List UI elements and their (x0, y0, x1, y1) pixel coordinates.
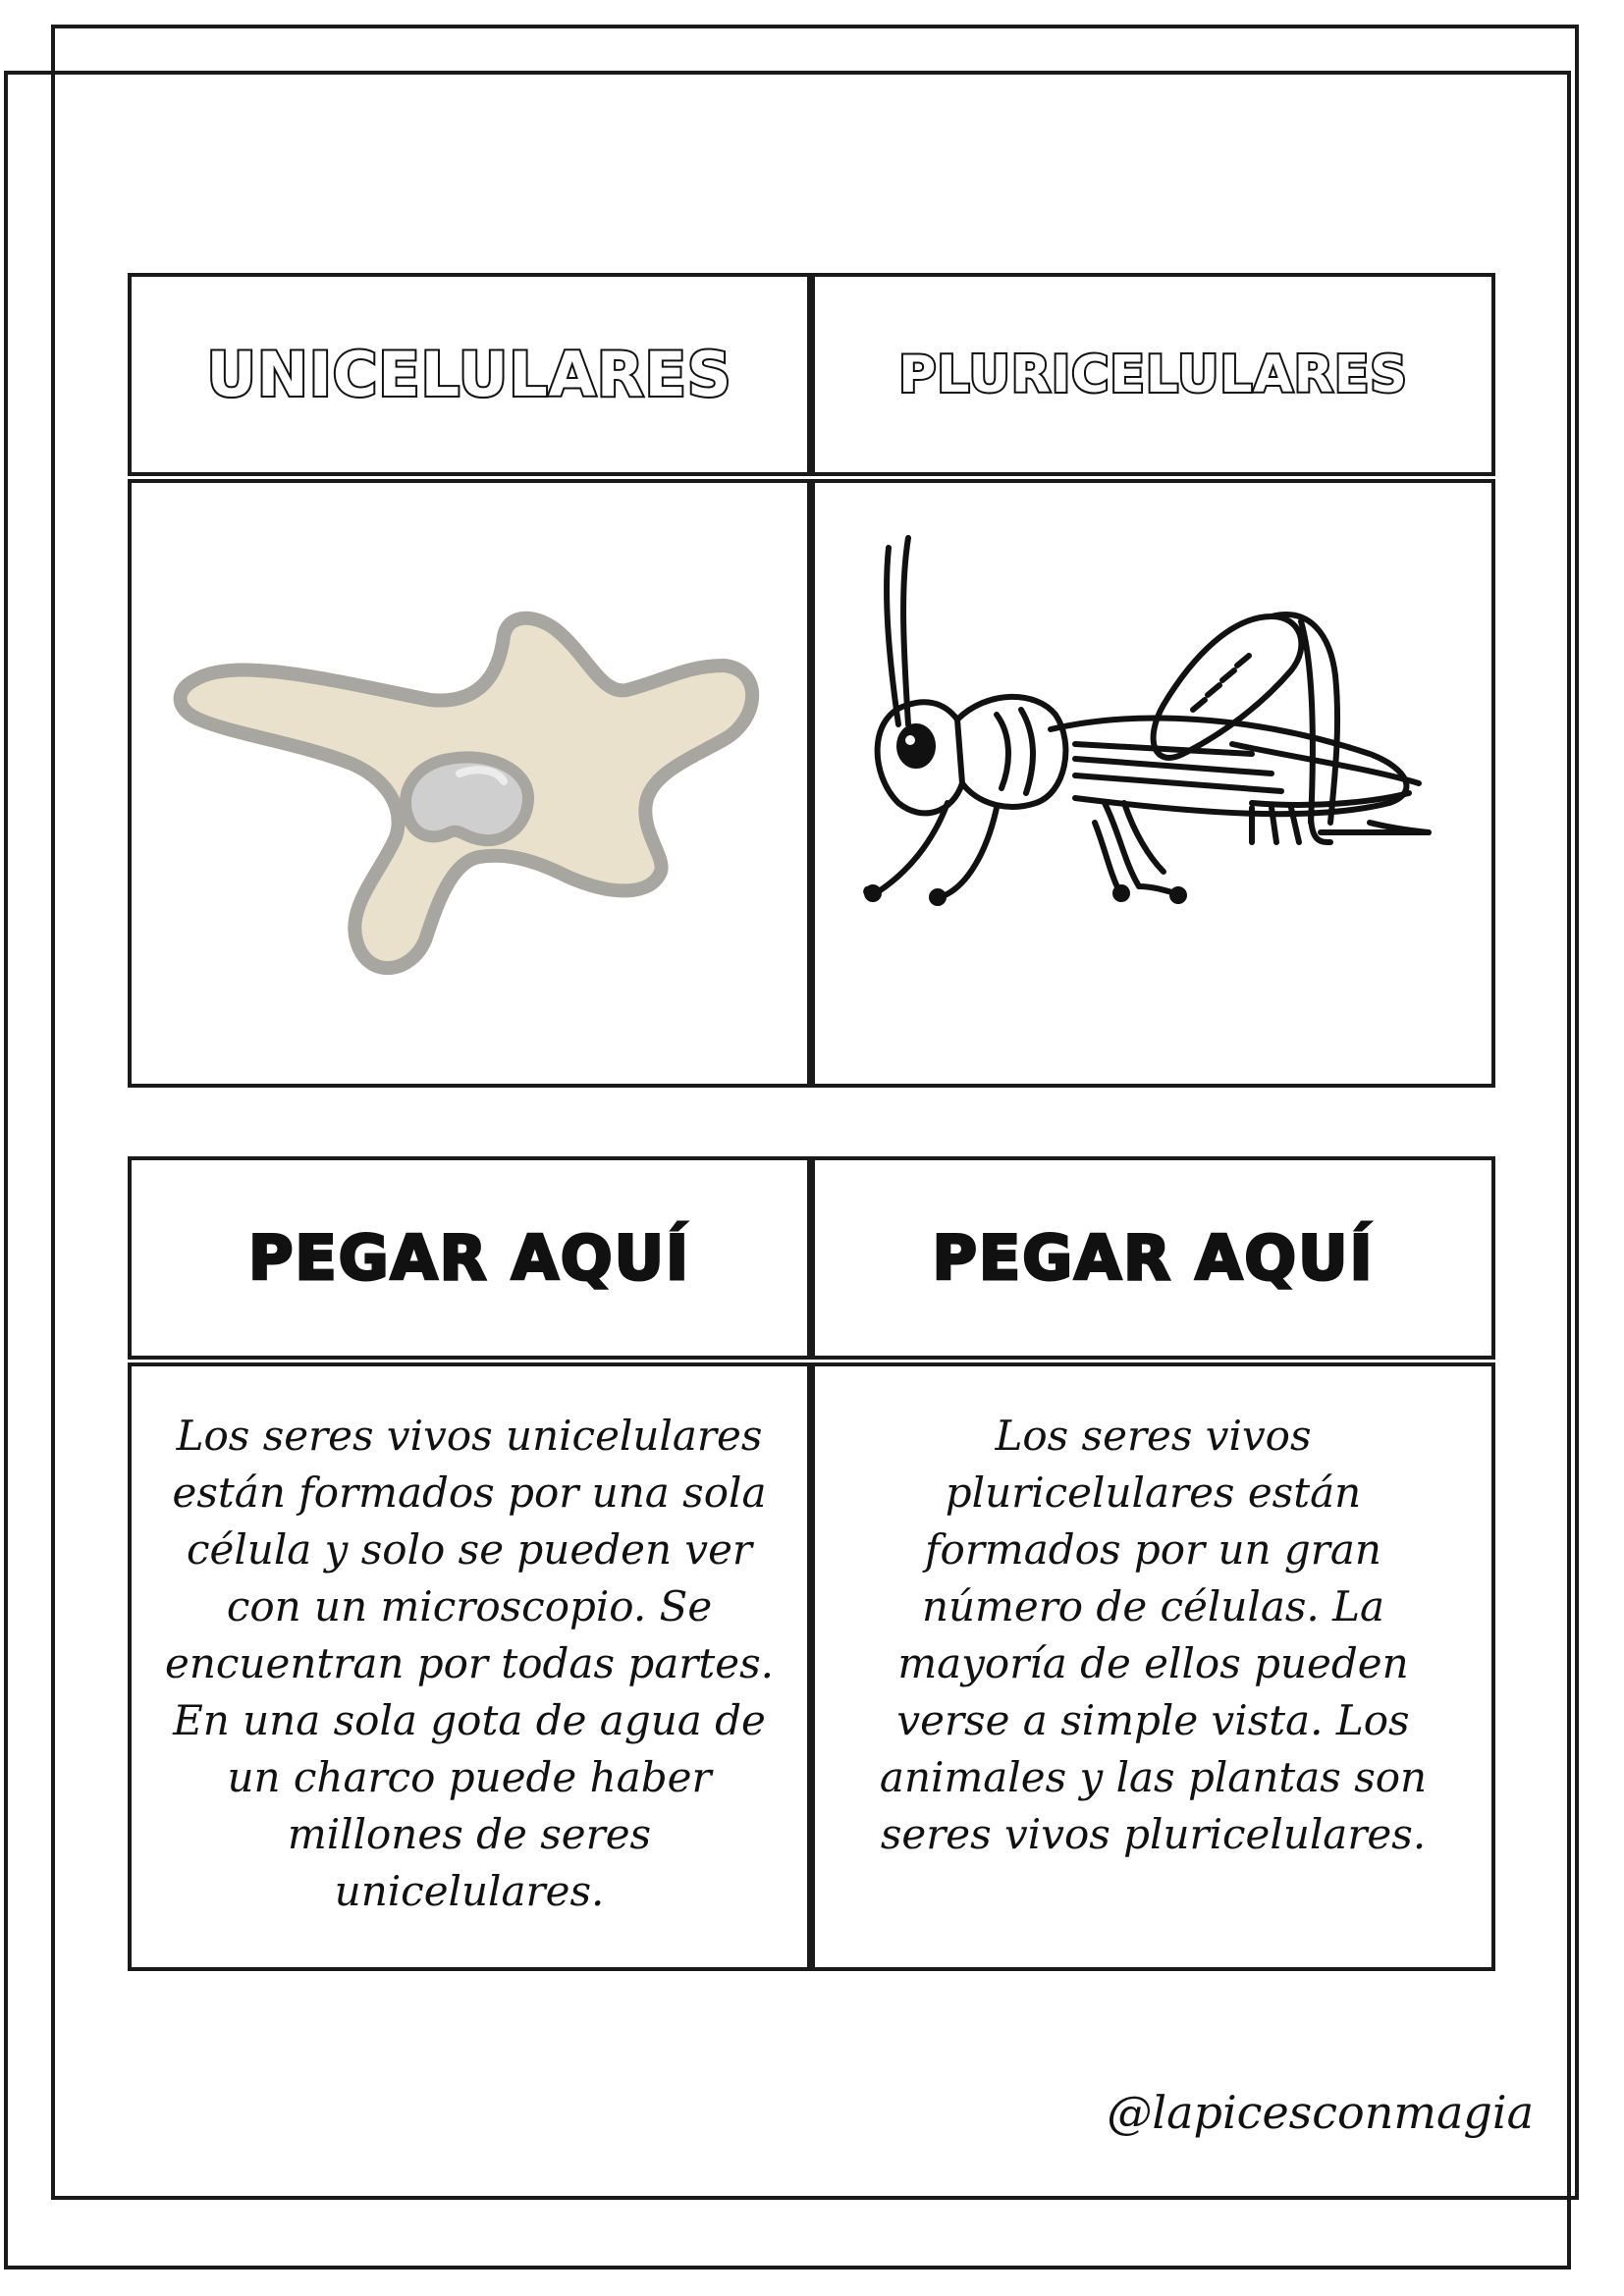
unicelulares-title-cell (128, 273, 811, 476)
grasshopper-icon (839, 508, 1468, 1058)
pluricelulares-title-cell (811, 273, 1495, 476)
right-paste-label: PEGAR AQUÍ (932, 1222, 1375, 1294)
author-signature: @lapicesconmagia (1107, 2086, 1534, 2139)
grasshopper-image-cell (811, 479, 1495, 1088)
unicelulares-description: Los seres vivos unicelulares están formados por una sola célula y solo se pueden ver con un microscopio. Se encuentran por todas partes. En una sola gota de agua de un charco puede haber millones de seres unicelulares. (164, 1412, 774, 1915)
right-text-cell (811, 1362, 1495, 1971)
left-text-cell (128, 1362, 811, 1971)
left-paste-cell (128, 1156, 811, 1360)
left-paste-label: PEGAR AQUÍ (247, 1222, 691, 1294)
amoeba-icon (155, 508, 784, 1058)
unicelulares-title: UNICELULARES (206, 339, 732, 410)
pluricelulares-title: PLURICELULARES (898, 345, 1408, 404)
pluricelulares-description: Los seres vivos pluricelulares están formados por un gran número de células. La mayoría de ellos pueden verse a simple vista. Los animales y las plantas son seres vivos pluricelulares. (879, 1412, 1428, 1858)
amoeba-image-cell (128, 479, 811, 1088)
right-paste-cell (811, 1156, 1495, 1360)
